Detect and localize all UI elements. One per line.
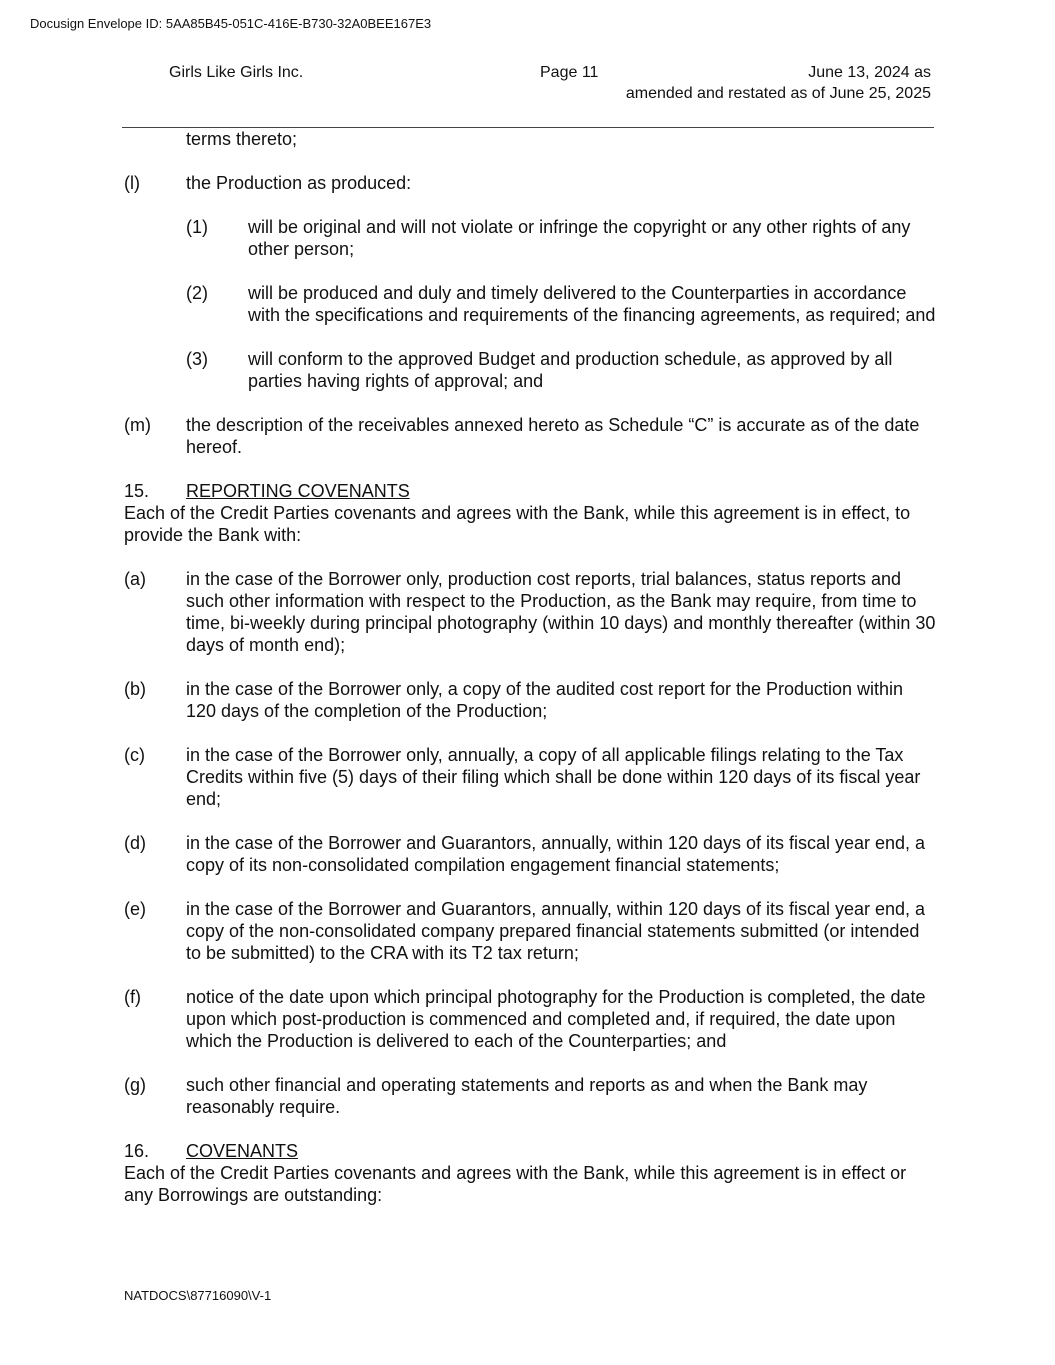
section-15: [124, 480, 936, 546]
list-item-label: (a): [124, 569, 146, 589]
section-number: 16.: [124, 1141, 150, 1161]
list-item-e: [124, 898, 936, 964]
section-16: [124, 1140, 936, 1206]
list-item-label: (c): [124, 745, 145, 765]
section-title: COVENANTS: [186, 1141, 299, 1161]
section-title: REPORTING COVENANTS: [186, 481, 410, 501]
list-item-a: [124, 568, 936, 656]
clause-text: the description of the receivables annexed hereto as Schedule “C” is accurate as of the date hereof.: [186, 415, 920, 457]
sub-item-label: (1): [186, 217, 208, 237]
list-item-label: (f): [124, 987, 141, 1007]
list-item-label: (b): [124, 679, 146, 699]
header-company: Girls Like Girls Inc.: [169, 64, 304, 81]
sub-item-label: (2): [186, 283, 208, 303]
list-item-text: in the case of the Borrower only, production cost reports, trial balances, status reports and such other information with respect to the Production, as the Bank may require, from time to time, bi-weekly during principal photography (within 10 days) and monthly thereafter (within 30 days of month end);: [186, 569, 936, 655]
list-item-text: in the case of the Borrower only, a copy of the audited cost report for the Production within 120 days of the completion of the Production;: [186, 679, 904, 721]
clause-text: the Production as produced:: [186, 173, 412, 193]
list-item-c: [124, 744, 936, 810]
list-item-text: in the case of the Borrower and Guarantors, annually, within 120 days of its fiscal year end, a copy of the non-consolidated company prepared financial statements submitted (or intended to be submitted) to the CRA with its T2 tax return;: [186, 899, 926, 963]
list-item-label: (d): [124, 833, 146, 853]
list-item-g: [124, 1074, 936, 1118]
envelope-id: Docusign Envelope ID: 5AA85B45-051C-416E-B730-32A0BEE167E3: [30, 16, 432, 31]
list-item-label: (g): [124, 1075, 146, 1095]
sub-item-label: (3): [186, 349, 208, 369]
list-item-text: in the case of the Borrower and Guarantors, annually, within 120 days of its fiscal year end, a copy of its non-consolidated compilation engagement financial statements;: [186, 833, 926, 875]
clause-item-m: [124, 414, 936, 458]
sub-item-text: will conform to the approved Budget and production schedule, as approved by all parties having rights of approval; and: [248, 349, 893, 391]
list-item-f: [124, 986, 936, 1052]
list-item-text: in the case of the Borrower only, annually, a copy of all applicable filings relating to the Tax Credits within five (5) days of their filing which shall be done within 120 days of its fiscal year end;: [186, 745, 921, 809]
clause-label: (m): [124, 415, 151, 435]
header-date: [626, 62, 931, 104]
list-item-label: (e): [124, 899, 146, 919]
document-footer-id: NATDOCS\87716090\V-1: [124, 1288, 272, 1303]
sub-item-text: will be produced and duly and timely delivered to the Counterparties in accordance with the specifications and requirements of the financing agreements, as required; and: [248, 283, 936, 325]
continuation-text: terms thereto;: [186, 129, 298, 149]
sub-item-2: [124, 282, 936, 326]
list-item-b: [124, 678, 936, 722]
header-page-number: Page 11: [540, 64, 599, 81]
header-date-line2: amended and restated as of June 25, 2025: [625, 85, 931, 102]
section-heading: [124, 1140, 936, 1162]
sub-item-3: [124, 348, 936, 392]
list-item-text: notice of the date upon which principal photography for the Production is completed, the date upon which post-production is commenced and completed and, if required, the date upon which the Production is delivered to each of the Counterparties; and: [186, 987, 926, 1051]
section-intro: Each of the Credit Parties covenants and agrees with the Bank, while this agreement is in effect, to provide the Bank with:: [124, 503, 911, 545]
clause-label: (l): [124, 173, 140, 193]
section-number: 15.: [124, 481, 150, 501]
document-body: [124, 128, 936, 1228]
clause-item-l: [124, 172, 936, 194]
list-item-text: such other financial and operating statements and reports as and when the Bank may reasonably require.: [186, 1075, 868, 1117]
section-intro: Each of the Credit Parties covenants and agrees with the Bank, while this agreement is in effect or any Borrowings are outstanding:: [124, 1163, 907, 1205]
header-date-line1: June 13, 2024 as: [808, 64, 931, 81]
sub-item-text: will be original and will not violate or infringe the copyright or any other rights of any other person;: [248, 217, 911, 259]
section-heading: [124, 480, 936, 502]
list-item-d: [124, 832, 936, 876]
sub-item-1: [124, 216, 936, 260]
